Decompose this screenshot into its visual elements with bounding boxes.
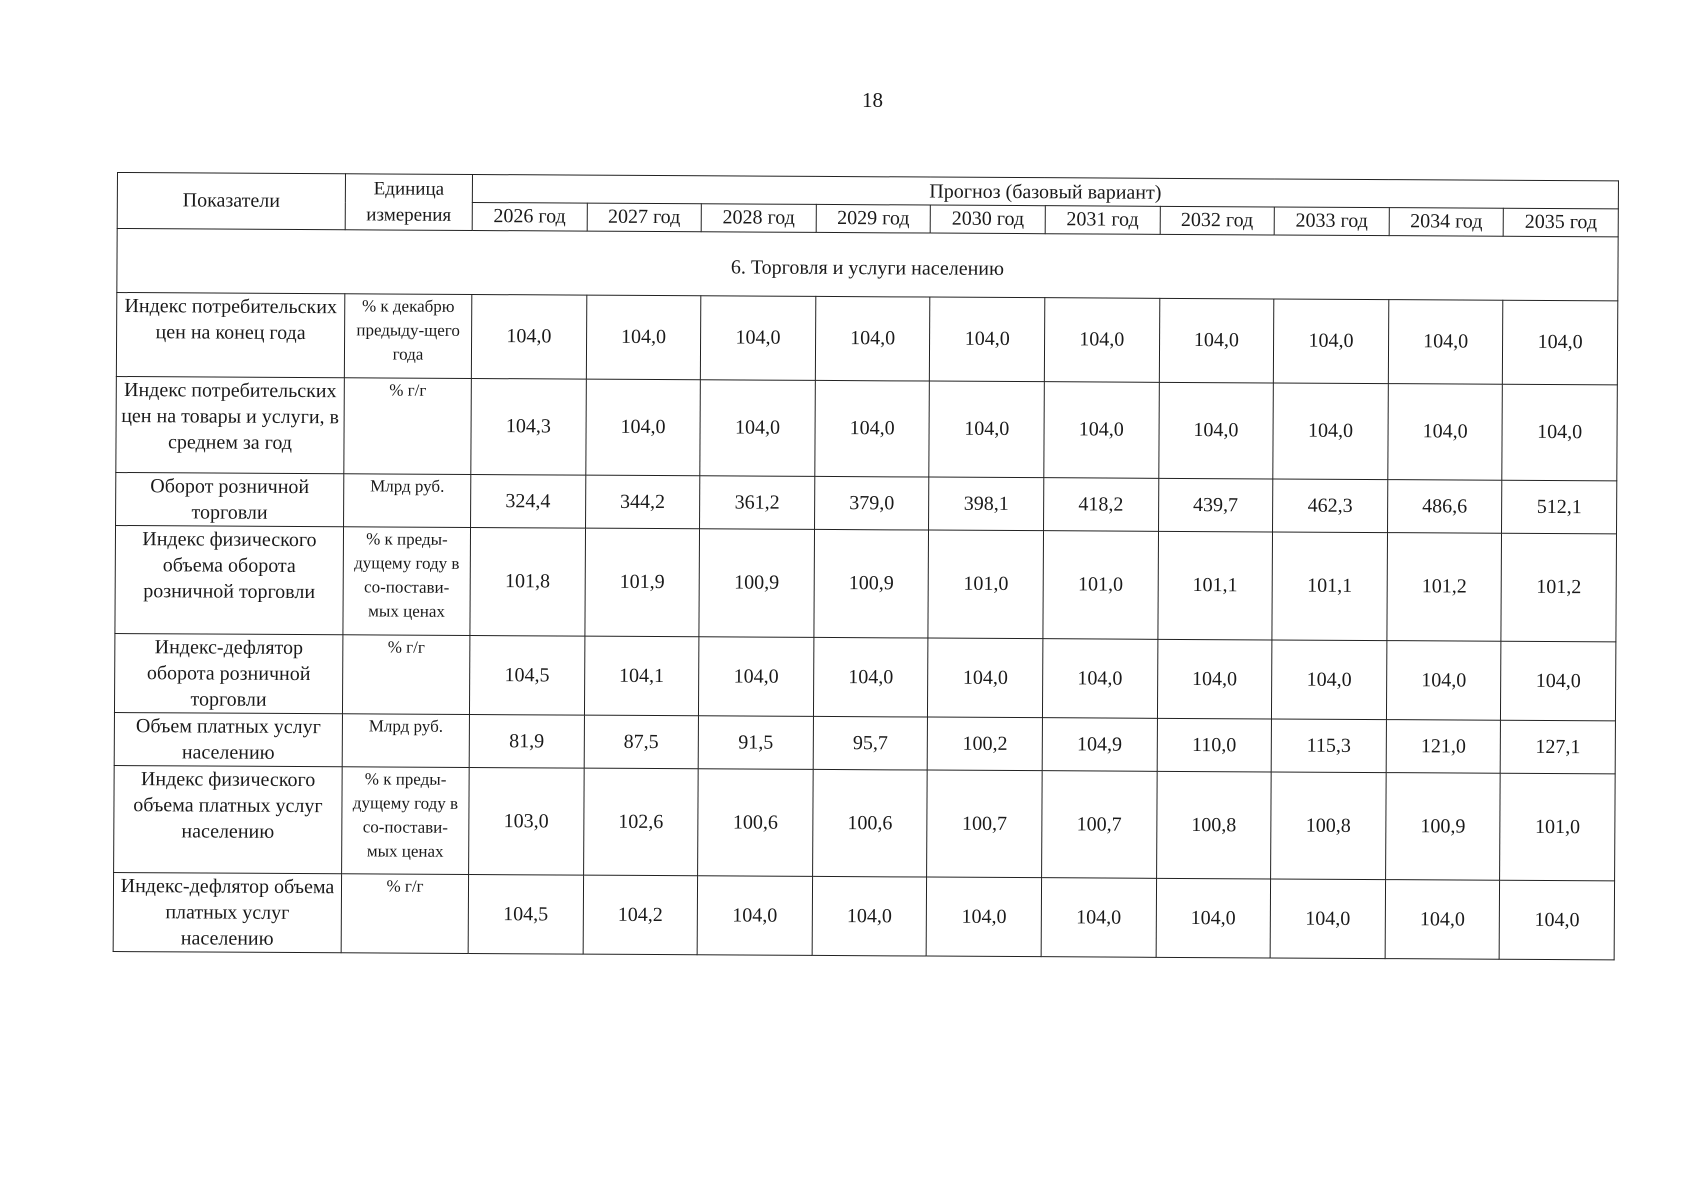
value-cell: 101,8: [470, 527, 585, 636]
value-cell: 104,0: [1388, 300, 1503, 385]
unit-cell: % к декабрю предыду-щего года: [344, 294, 471, 379]
header-year: 2033 год: [1274, 207, 1389, 236]
value-cell: 100,9: [1385, 773, 1500, 881]
value-cell: 104,0: [699, 637, 814, 717]
value-cell: 104,0: [928, 638, 1043, 718]
value-cell: 104,1: [584, 636, 699, 716]
value-cell: 104,5: [469, 635, 584, 715]
unit-cell: % к преды-дущему году в со-постави-мых ценах: [342, 767, 470, 875]
value-cell: 100,2: [928, 717, 1043, 771]
value-cell: 87,5: [584, 715, 699, 769]
value-cell: 104,0: [1273, 299, 1388, 384]
value-cell: 102,6: [583, 768, 698, 876]
value-cell: 95,7: [813, 716, 928, 770]
value-cell: 104,0: [1388, 384, 1503, 481]
value-cell: 418,2: [1043, 478, 1158, 532]
value-cell: 100,8: [1156, 771, 1271, 879]
value-cell: 81,9: [469, 714, 584, 768]
table-row: [115, 525, 1617, 641]
header-unit: Единица измерения: [345, 174, 472, 231]
value-cell: 91,5: [698, 716, 813, 770]
value-cell: 101,0: [1500, 773, 1615, 881]
table-row: [116, 376, 1617, 480]
value-cell: 104,0: [700, 380, 815, 477]
value-cell: 104,0: [1044, 298, 1159, 383]
value-cell: 104,0: [930, 297, 1045, 382]
table-row: [116, 293, 1617, 385]
value-cell: 100,6: [698, 769, 813, 877]
value-cell: 101,2: [1387, 533, 1502, 642]
value-cell: 104,5: [468, 874, 583, 954]
header-year: 2035 год: [1504, 208, 1619, 237]
value-cell: 104,0: [586, 295, 701, 380]
table-row: [114, 712, 1615, 773]
header-year: 2026 год: [472, 202, 587, 231]
value-cell: 110,0: [1157, 718, 1272, 772]
value-cell: 104,0: [1156, 878, 1271, 958]
value-cell: 462,3: [1273, 479, 1388, 533]
value-cell: 104,3: [471, 378, 586, 475]
value-cell: 361,2: [700, 476, 815, 530]
value-cell: 100,9: [699, 529, 814, 638]
value-cell: 101,1: [1272, 532, 1387, 641]
value-cell: 379,0: [814, 476, 929, 530]
value-cell: 104,0: [813, 637, 928, 717]
table-header: [117, 173, 1618, 237]
indicator-cell: Индекс физического объема оборота розничной торговли: [115, 525, 344, 634]
header-year: 2032 год: [1160, 206, 1275, 235]
unit-cell: % г/г: [344, 378, 472, 475]
forecast-table-container: [113, 172, 1618, 960]
unit-cell: % к преды-дущему году в со-постави-мых ценах: [343, 527, 471, 636]
value-cell: 104,0: [1272, 640, 1387, 720]
value-cell: 104,0: [1157, 639, 1272, 719]
value-cell: 101,0: [1043, 531, 1158, 640]
header-indicator: Показатели: [117, 173, 345, 230]
unit-cell: Млрд руб.: [342, 714, 469, 768]
value-cell: 104,0: [1501, 641, 1616, 721]
value-cell: 121,0: [1386, 720, 1501, 774]
page-number: 18: [862, 88, 883, 112]
header-year: 2034 год: [1389, 208, 1504, 237]
value-cell: 104,0: [1499, 880, 1614, 960]
value-cell: 104,0: [1273, 383, 1388, 480]
section-title: 6. Торговля и услуги населению: [117, 229, 1618, 301]
value-cell: 104,0: [1386, 641, 1501, 721]
value-cell: 127,1: [1501, 720, 1616, 774]
value-cell: 104,0: [471, 294, 586, 379]
indicator-cell: Индекс потребительских цен на товары и услуги, в среднем за год: [116, 376, 345, 473]
indicator-cell: Индекс-дефлятор оборота розничной торговли: [114, 633, 342, 713]
forecast-table: [113, 172, 1619, 960]
value-cell: 104,2: [583, 875, 698, 955]
value-cell: 104,9: [1042, 718, 1157, 772]
table-row: [114, 765, 1616, 880]
table-row: [113, 872, 1614, 959]
table-body: [113, 229, 1618, 960]
value-cell: 104,0: [697, 876, 812, 956]
value-cell: 398,1: [929, 477, 1044, 531]
value-cell: 486,6: [1387, 480, 1502, 534]
indicator-cell: Объем платных услуг населению: [114, 712, 342, 766]
indicator-cell: Индекс потребительских цен на конец года: [116, 293, 344, 378]
value-cell: 439,7: [1158, 478, 1273, 532]
section-row: [117, 229, 1618, 301]
value-cell: 100,7: [1042, 771, 1157, 879]
value-cell: 100,9: [814, 529, 929, 638]
value-cell: 100,7: [927, 770, 1042, 878]
header-forecast-group: Прогноз (базовый вариант): [472, 174, 1618, 208]
value-cell: 104,0: [1044, 382, 1159, 479]
value-cell: 344,2: [585, 475, 700, 529]
header-year: 2029 год: [816, 204, 931, 233]
value-cell: 104,0: [1270, 879, 1385, 959]
value-cell: 100,8: [1271, 772, 1386, 880]
value-cell: 104,0: [1503, 300, 1618, 385]
unit-cell: % г/г: [342, 635, 469, 715]
value-cell: 512,1: [1502, 480, 1617, 534]
value-cell: 104,0: [815, 296, 930, 381]
value-cell: 104,0: [1502, 384, 1617, 481]
header-year: 2031 год: [1045, 206, 1160, 235]
value-cell: 104,0: [1385, 880, 1500, 960]
value-cell: 104,0: [701, 296, 816, 381]
value-cell: 100,6: [812, 769, 927, 877]
unit-cell: % г/г: [341, 874, 468, 954]
value-cell: 101,9: [585, 528, 700, 637]
value-cell: 104,0: [815, 380, 930, 477]
value-cell: 104,0: [585, 379, 700, 476]
header-year: 2027 год: [587, 203, 702, 232]
value-cell: 104,0: [1158, 382, 1273, 479]
indicator-cell: Оборот розничной торговли: [116, 472, 344, 526]
header-year: 2030 год: [931, 205, 1046, 234]
indicator-cell: Индекс-дефлятор объема платных услуг населению: [113, 872, 341, 952]
value-cell: 115,3: [1271, 719, 1386, 773]
value-cell: 104,0: [1042, 639, 1157, 719]
table-row: [116, 472, 1617, 533]
value-cell: 104,0: [812, 876, 927, 956]
value-cell: 101,2: [1501, 533, 1616, 642]
value-cell: 101,0: [928, 530, 1043, 639]
header-year: 2028 год: [701, 204, 816, 233]
value-cell: 104,0: [1159, 298, 1274, 383]
unit-cell: Млрд руб.: [344, 474, 471, 528]
value-cell: 104,0: [929, 381, 1044, 478]
value-cell: 101,1: [1157, 531, 1272, 640]
indicator-cell: Индекс физического объема платных услуг населению: [114, 765, 343, 873]
value-cell: 104,0: [1041, 878, 1156, 958]
value-cell: 103,0: [469, 767, 584, 875]
table-row: [114, 633, 1615, 720]
value-cell: 324,4: [471, 474, 586, 528]
value-cell: 104,0: [927, 877, 1042, 957]
